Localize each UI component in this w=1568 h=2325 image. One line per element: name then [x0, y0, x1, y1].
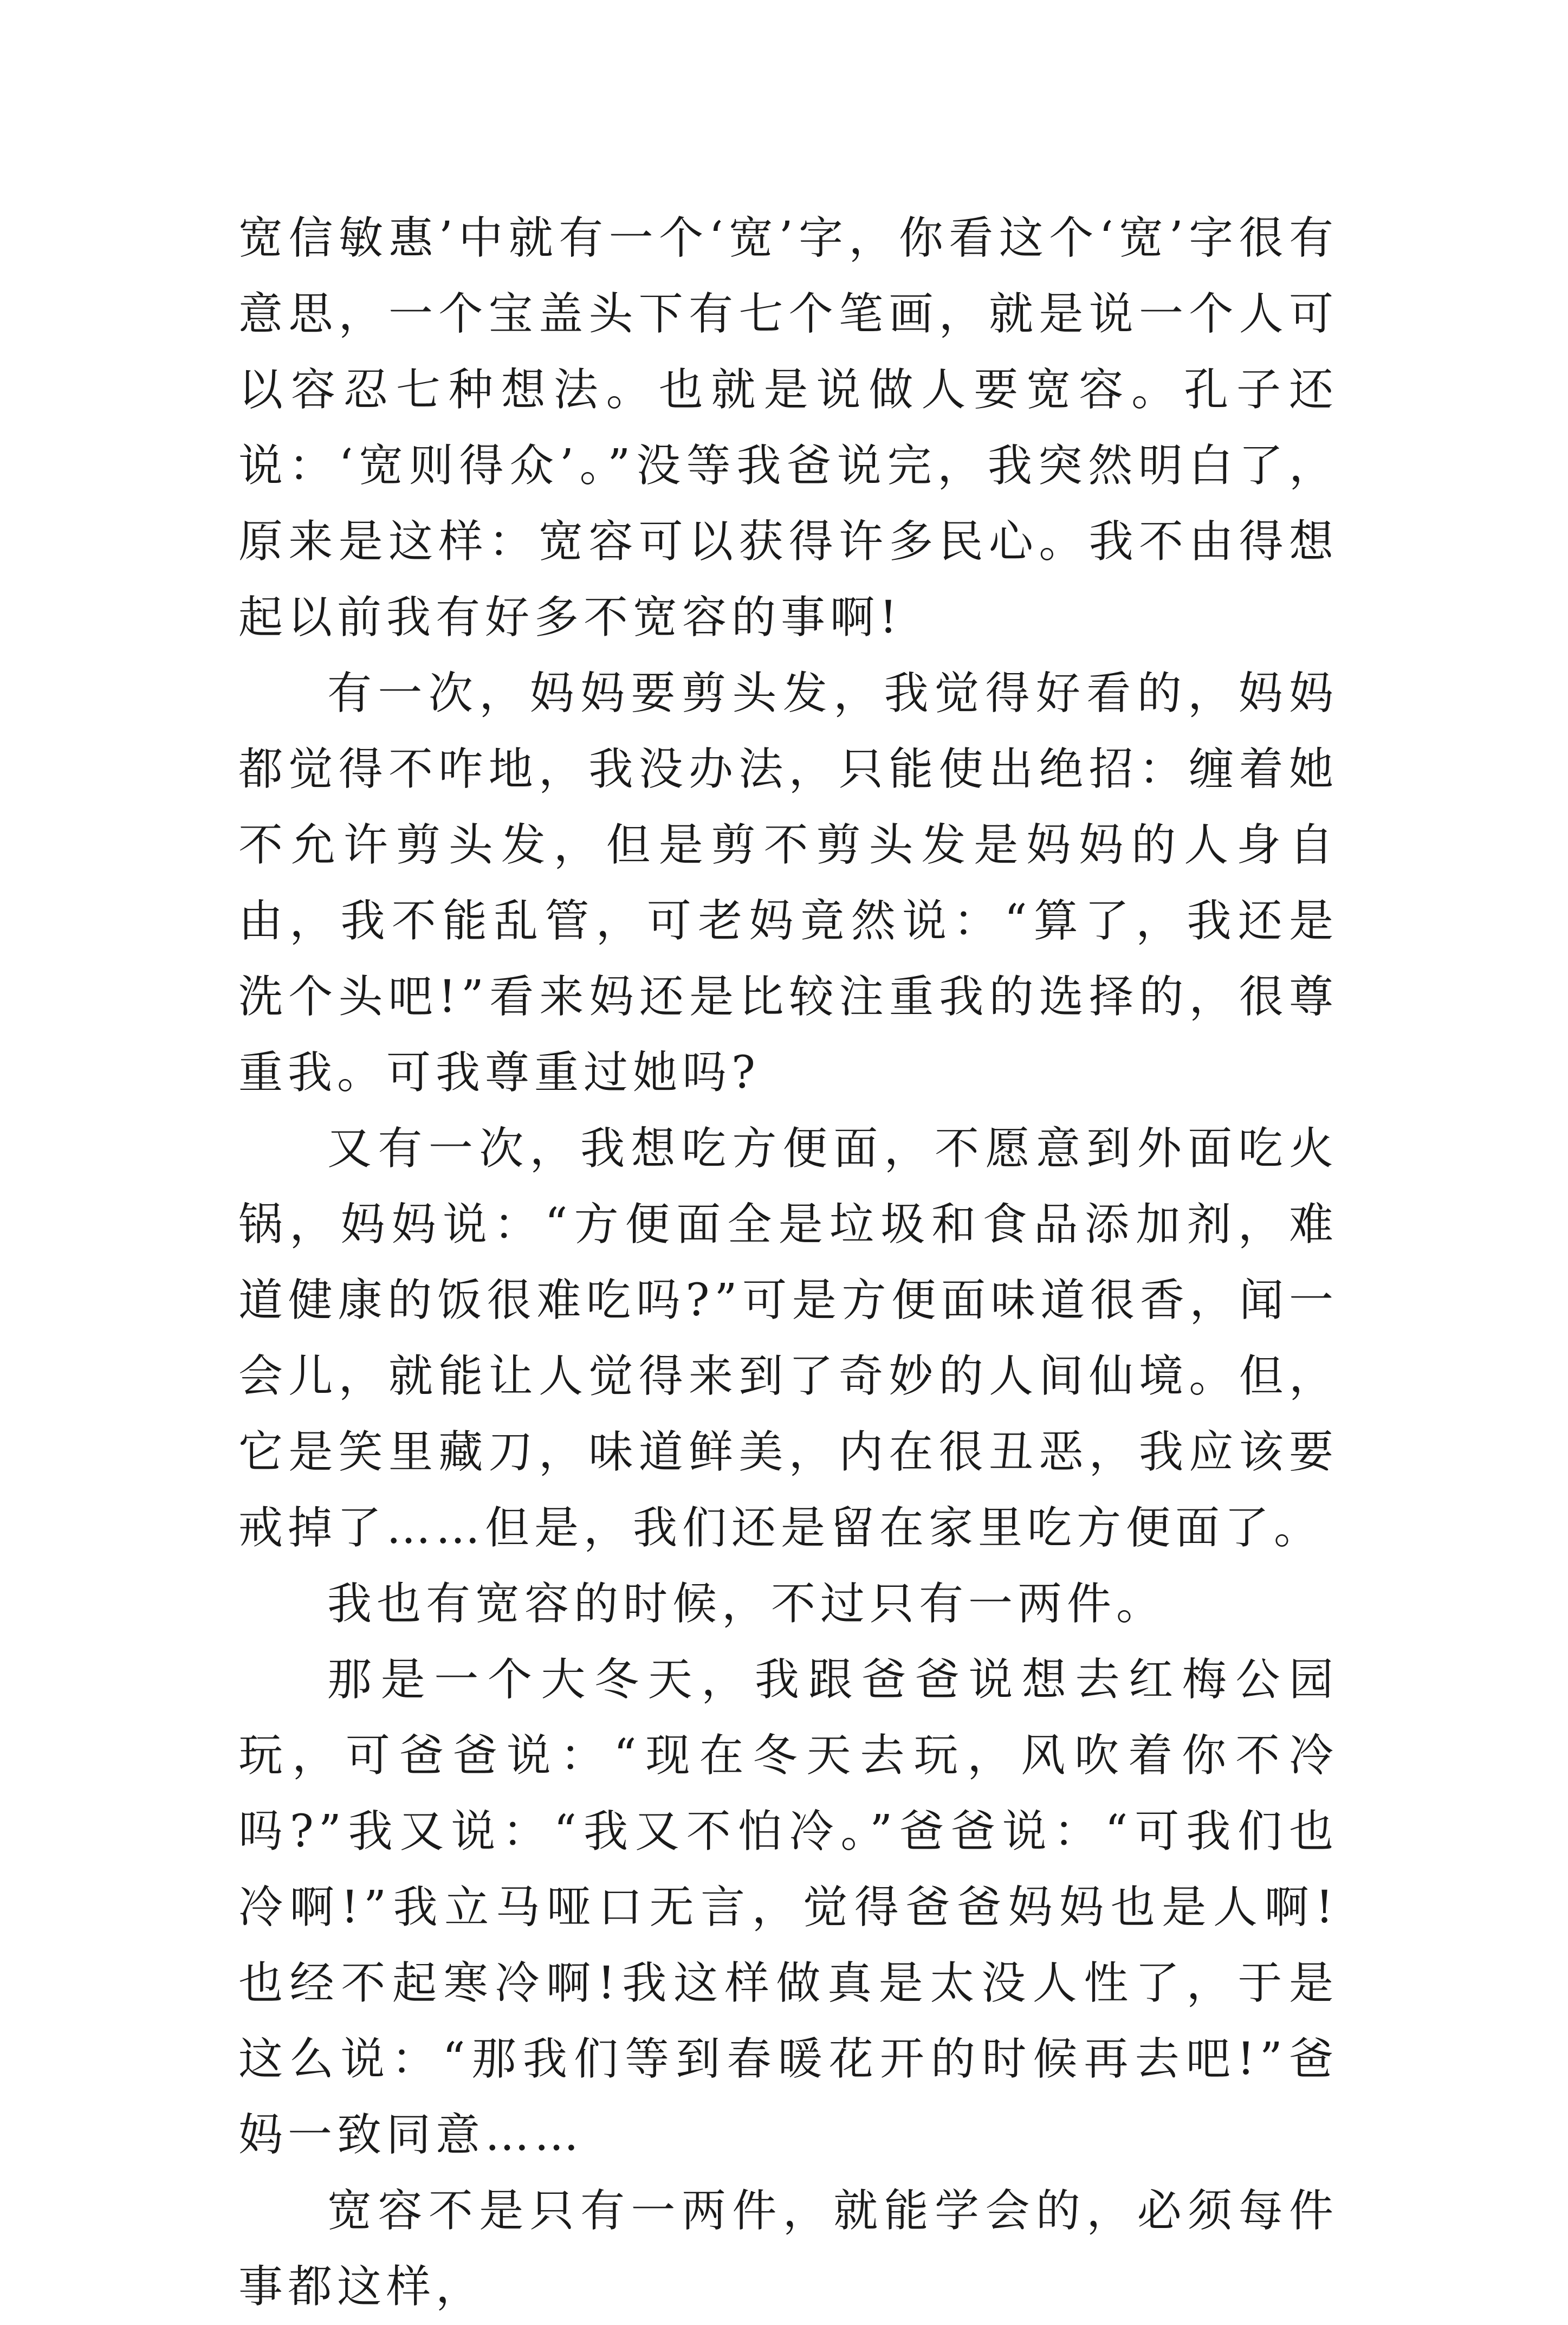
paragraph-5: 那是一个大冬天，我跟爸爸说想去红梅公园玩，可爸爸说：“现在冬天去玩，风吹着你不冷吗?”我又说：“我又不怕冷。”爸爸说：“可我们也冷啊!”我立马哑口无言，觉得爸爸妈妈也是人啊!也经不起寒冷啊!我这样做真是太没人性了，于是这么说：“那我们等到春暖花开的时候再去吧!”爸妈一致同意……	[238, 1654, 1338, 2161]
paragraph-2: 有一次，妈妈要剪头发，我觉得好看的，妈妈都觉得不咋地，我没办法，只能使出绝招：缠着她不允许剪头发，但是剪不剪头发是妈妈的人身自由，我不能乱管，可老妈竟然说：“算了，我还是洗个头吧!”看来妈还是比较注重我的选择的，很尊重我。可我尊重过她吗?	[238, 668, 1338, 1099]
paragraph-3: 又有一次，我想吃方便面，不愿意到外面吃火锅，妈妈说：“方便面全是垃圾和食品添加剂，难道健康的饭很难吃吗?”可是方便面味道很香，闻一会儿，就能让人觉得来到了奇妙的人间仙境。但，它是笑里藏刀，味道鲜美，内在很丑恶，我应该要戒掉了……但是，我们还是留在家里吃方便面了。	[238, 1123, 1338, 1554]
paragraph-6: 宽容不是只有一两件，就能学会的，必须每件事都这样，	[238, 2185, 1338, 2313]
paragraph-4: 我也有宽容的时候，不过只有一两件。	[327, 1578, 1166, 1630]
paragraph-1: 宽信敏惠’中就有一个‘宽’字，你看这个‘宽’字很有意思，一个宝盖头下有七个笔画，就是说一个人可以容忍七种想法。也就是说做人要宽容。孔子还说：‘宽则得众’。”没等我爸说完，我突然明白了，原来是这样：宽容可以获得许多民心。我不由得想起以前我有好多不宽容的事啊!	[238, 212, 1338, 643]
essay-body	[238, 201, 1338, 2325]
